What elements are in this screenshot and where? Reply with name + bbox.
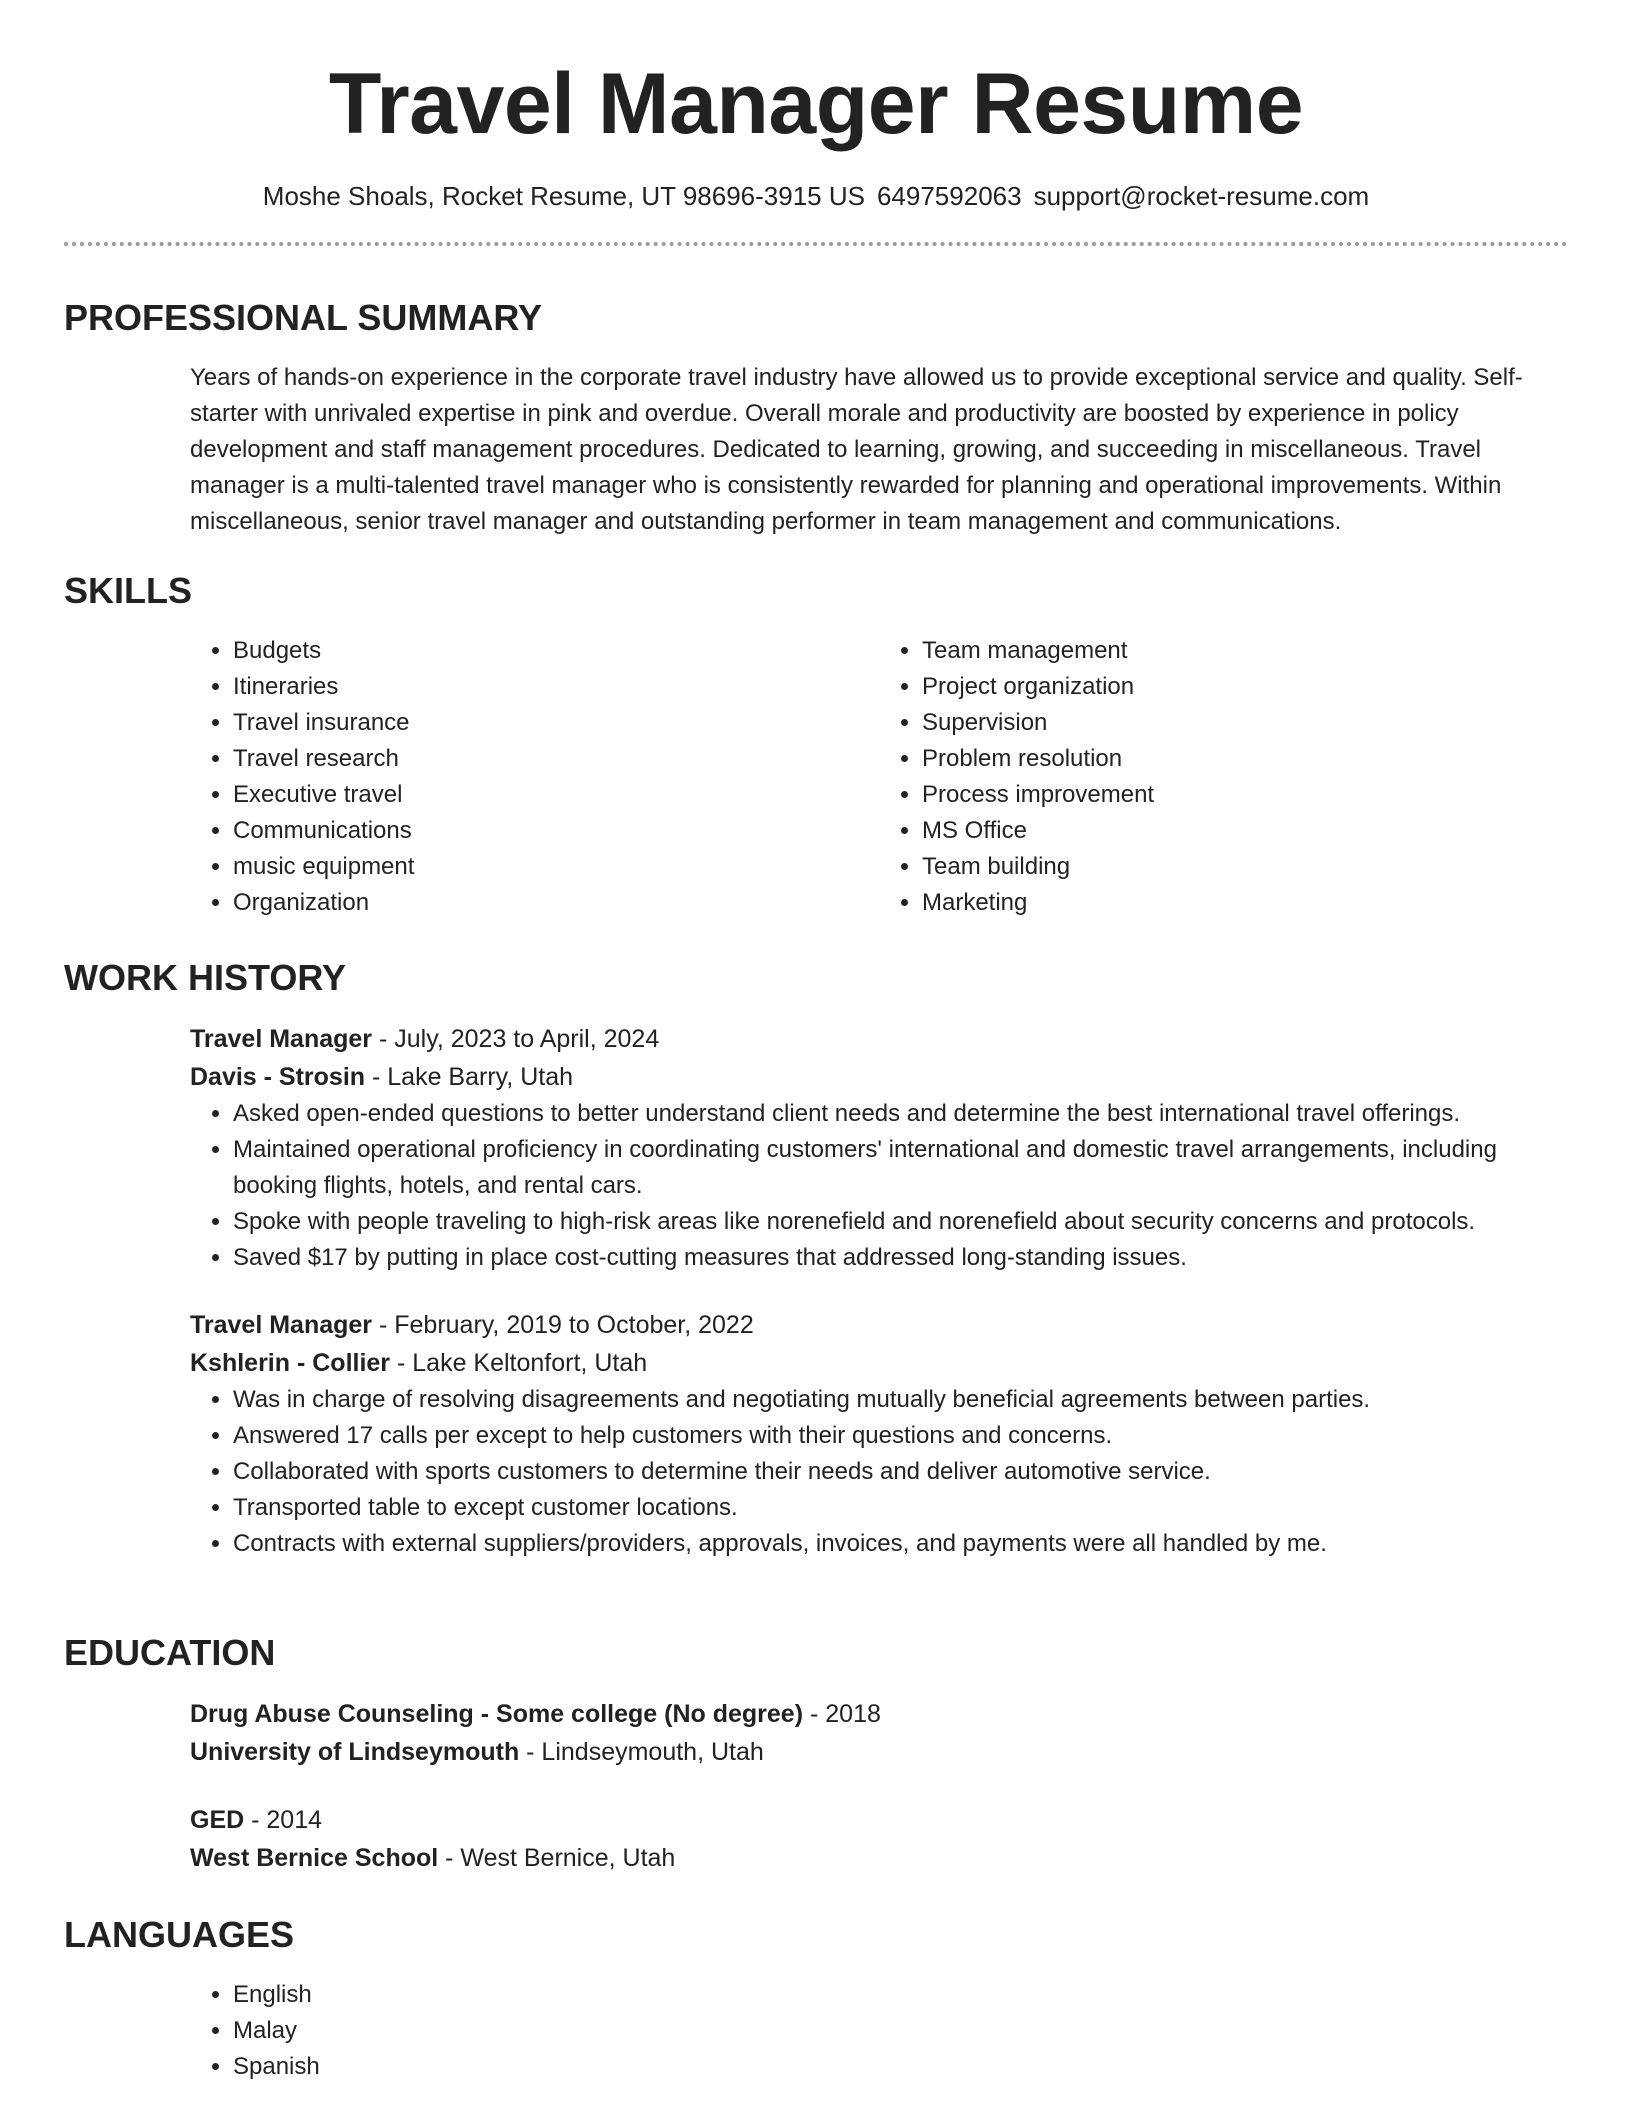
summary-section (64, 296, 1568, 540)
skills-list-left (190, 633, 879, 921)
work-history-body (190, 1020, 1568, 1562)
skill-item: • Project organization (922, 669, 1568, 705)
job-bullet: • Answered 17 calls per except to help customers with their questions and concerns. (233, 1418, 1568, 1454)
job-title-line (190, 1306, 1568, 1344)
job-dates: - July, 2023 to April, 2024 (372, 1025, 660, 1053)
education-body (190, 1695, 1568, 1877)
education-section (64, 1631, 1568, 1877)
job-bullet: • Was in charge of resolving disagreements and negotiating mutually beneficial agreements between parties. (233, 1382, 1568, 1418)
education-degree: Drug Abuse Counseling - Some college (No degree) (190, 1700, 804, 1728)
summary-text: Years of hands-on experience in the corporate travel industry have allowed us to provide exceptional service and quality. Self-starter with unrivaled expertise in pink and overdue. Overall morale and productivity are boosted by experience in policy development and staff management procedures. Dedicated to learning, growing, and succeeding in miscellaneous. Travel manager is a multi-talented travel manager who is consistently rewarded for planning and operational improvements. Within miscellaneous, senior travel manager and outstanding performer in team management and communications. (190, 364, 1523, 535)
job-bullets (190, 1382, 1568, 1562)
skill-item: • Team management (922, 633, 1568, 669)
job-entry (190, 1306, 1568, 1562)
education-entry (190, 1801, 1568, 1877)
education-degree-line (190, 1695, 1568, 1733)
job-entry (190, 1020, 1568, 1276)
job-bullet: • Asked open-ended questions to better understand client needs and determine the best international travel offerings. (233, 1096, 1568, 1132)
languages-heading: LANGUAGES (64, 1914, 295, 1955)
job-spacer (190, 1276, 1568, 1306)
skill-item: • music equipment (233, 849, 879, 885)
skill-item: • MS Office (922, 813, 1568, 849)
job-dates: - February, 2019 to October, 2022 (372, 1311, 754, 1339)
languages-section (64, 1913, 1568, 2085)
skill-item: • Supervision (922, 705, 1568, 741)
skill-item: • Problem resolution (922, 741, 1568, 777)
contact-line (64, 178, 1568, 214)
skill-item: • Travel research (233, 741, 879, 777)
skill-item: • Travel insurance (233, 705, 879, 741)
header-divider (64, 242, 1568, 246)
resume-title: Travel Manager Resume (328, 56, 1304, 152)
education-school: West Bernice School (190, 1844, 439, 1872)
education-spacer (190, 1771, 1568, 1801)
skill-item: • Itineraries (233, 669, 879, 705)
education-school: University of Lindseymouth (190, 1738, 520, 1766)
education-school-line (190, 1839, 1568, 1877)
job-company-line (190, 1344, 1568, 1382)
education-location: - West Bernice, Utah (438, 1844, 676, 1872)
education-year: - 2018 (803, 1700, 881, 1728)
job-location: - Lake Keltonfort, Utah (390, 1349, 648, 1377)
skill-item: • Organization (233, 885, 879, 921)
skill-item: • Marketing (922, 885, 1568, 921)
education-entry (190, 1695, 1568, 1771)
education-heading: EDUCATION (64, 1632, 276, 1673)
skill-item: • Team building (922, 849, 1568, 885)
contact-address: Moshe Shoals, Rocket Resume, UT 98696-3915 US (262, 181, 865, 211)
job-bullet: • Contracts with external suppliers/providers, approvals, invoices, and payments were all handled by me. (233, 1526, 1568, 1562)
language-item: • Spanish (233, 2049, 1568, 2085)
education-school-line (190, 1733, 1568, 1771)
summary-heading: PROFESSIONAL SUMMARY (64, 297, 543, 338)
job-title: Travel Manager (190, 1025, 373, 1053)
skill-item: • Budgets (233, 633, 879, 669)
job-bullet: • Collaborated with sports customers to determine their needs and deliver automotive service. (233, 1454, 1568, 1490)
job-bullet: • Maintained operational proficiency in coordinating customers' international and domestic travel arrangements, including booking flights, hotels, and rental cars. (233, 1132, 1568, 1204)
skills-columns (190, 633, 1568, 921)
summary-body (190, 360, 1568, 540)
job-title: Travel Manager (190, 1311, 373, 1339)
language-item: • English (233, 1977, 1568, 2013)
skills-section (64, 569, 1568, 921)
job-company-line (190, 1058, 1568, 1096)
work-history-heading: WORK HISTORY (64, 957, 347, 998)
job-bullet: • Saved $17 by putting in place cost-cutting measures that addressed long-standing issues. (233, 1240, 1568, 1276)
job-bullet: • Spoke with people traveling to high-risk areas like norenefield and norenefield about security concerns and protocols. (233, 1204, 1568, 1240)
education-location: - Lindseymouth, Utah (519, 1738, 764, 1766)
job-bullets (190, 1096, 1568, 1276)
languages-body (190, 1977, 1568, 2085)
work-history-section (64, 956, 1568, 1562)
job-company: Davis - Strosin (190, 1063, 366, 1091)
skills-list-right (879, 633, 1568, 921)
skill-item: • Process improvement (922, 777, 1568, 813)
skill-item: • Communications (233, 813, 879, 849)
language-item: • Malay (233, 2013, 1568, 2049)
job-location: - Lake Barry, Utah (365, 1063, 574, 1091)
contact-phone: 6497592063 (876, 181, 1022, 211)
skill-item: • Executive travel (233, 777, 879, 813)
languages-list (190, 1977, 1568, 2085)
contact-email: support@rocket-resume.com (1033, 181, 1370, 211)
education-year: - 2014 (244, 1806, 323, 1834)
job-title-line (190, 1020, 1568, 1058)
skills-heading: SKILLS (64, 570, 193, 611)
education-degree: GED (190, 1806, 245, 1834)
education-degree-line (190, 1801, 1568, 1839)
job-company: Kshlerin - Collier (190, 1349, 391, 1377)
job-bullet: • Transported table to except customer locations. (233, 1490, 1568, 1526)
